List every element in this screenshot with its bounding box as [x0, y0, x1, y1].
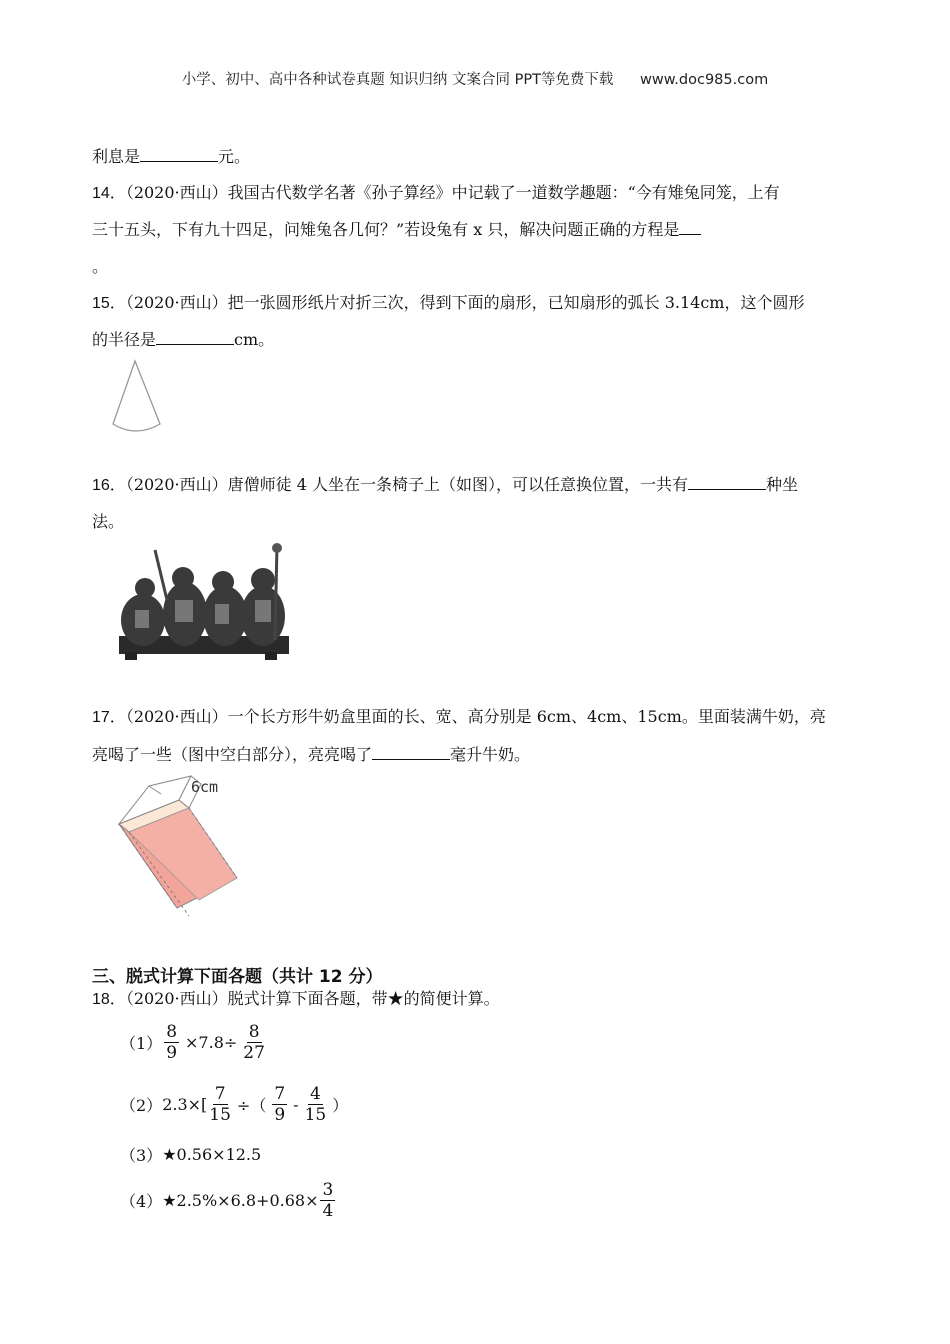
question-number: 17．	[92, 709, 126, 726]
calc-item-4: （4） ★2.5%×6.8+0.68× $\frac{3}{4}$	[120, 1180, 334, 1221]
answer-blank[interactable]	[372, 745, 450, 760]
sector-figure	[108, 358, 168, 438]
tang-monks-image	[115, 540, 293, 662]
header-text: 小学、初中、高中各种试卷真题 知识归纳 文案合同 PPT等免费下载	[181, 72, 614, 88]
q18-line1: 18．（2020·西山）脱式计算下面各题，带★的简便计算。	[92, 989, 500, 1008]
question-number: 15．	[92, 295, 126, 312]
q14-line1: 14．（2020·西山）我国古代数学名著《孙子算经》中记载了一道数学趣题：“今有雉兔同笼，上有	[92, 183, 780, 202]
question-source: （2020·西山）	[125, 475, 228, 494]
answer-blank[interactable]	[679, 220, 701, 235]
q17-line2: 亮喝了一些（图中空白部分），亮亮喝了 毫升牛奶。	[92, 745, 531, 764]
q15-line1: 15．（2020·西山）把一张圆形纸片对折三次，得到下面的扇形，已知扇形的弧长 3.14cm，这个圆形	[92, 293, 805, 312]
fraction: $\frac{4}{15}$	[304, 1084, 327, 1125]
question-source: （2020·西山）	[125, 183, 228, 202]
fraction: $\frac{7}{9}$	[274, 1084, 286, 1125]
answer-blank[interactable]	[156, 330, 234, 345]
question-source: （2020·西山）	[125, 707, 228, 726]
calc-item-3: （3） ★0.56×12.5	[120, 1145, 262, 1165]
calc-item-1: （1） $\frac{8}{9}$ ×7.8÷ $\frac{8}{27}$	[120, 1022, 265, 1063]
q15-line2: 的半径是 cm。	[92, 330, 275, 349]
question-source: （2020·西山）	[125, 989, 228, 1008]
q17-line1: 17．（2020·西山）一个长方形牛奶盒里面的长、宽、高分别是 6cm、4cm、15cm。里面装满牛奶，亮	[92, 707, 826, 726]
q16-line2: 法。	[92, 512, 125, 531]
q14-line2: 三十五头，下有九十四足，问雉兔各几何？”若设兔有 x 只，解决问题正确的方程是	[92, 219, 701, 241]
q14-line3: 。	[92, 257, 109, 276]
q16-line1: 16．（2020·西山）唐僧师徒 4 人坐在一条椅子上（如图），可以任意换位置，一共有 种坐	[92, 475, 798, 494]
milk-box-figure	[105, 774, 255, 934]
answer-blank[interactable]	[140, 147, 218, 162]
fraction: $\frac{3}{4}$	[322, 1180, 334, 1221]
page-header	[0, 68, 950, 89]
section-title: 三、脱式计算下面各题（共计 12 分）	[92, 967, 383, 987]
fraction: $\frac{7}{15}$	[209, 1084, 231, 1125]
question-number: 14．	[92, 185, 126, 202]
question-source: （2020·西山）	[125, 293, 228, 312]
header-url: www.doc985.com	[640, 72, 769, 88]
q13-tail: 利息是 元。	[92, 147, 251, 166]
question-number: 16．	[92, 477, 126, 494]
fraction: $\frac{8}{27}$	[243, 1022, 265, 1063]
calc-item-2: （2） 2.3×[ $\frac{7}{15}$ ÷（ $\frac{7}{9}$ - $\frac{4}{15}$ ）	[120, 1084, 349, 1125]
answer-blank[interactable]	[688, 475, 766, 490]
question-number: 18．	[92, 991, 126, 1008]
figure-label: 6cm	[191, 778, 219, 796]
fraction: $\frac{8}{9}$	[166, 1022, 178, 1063]
